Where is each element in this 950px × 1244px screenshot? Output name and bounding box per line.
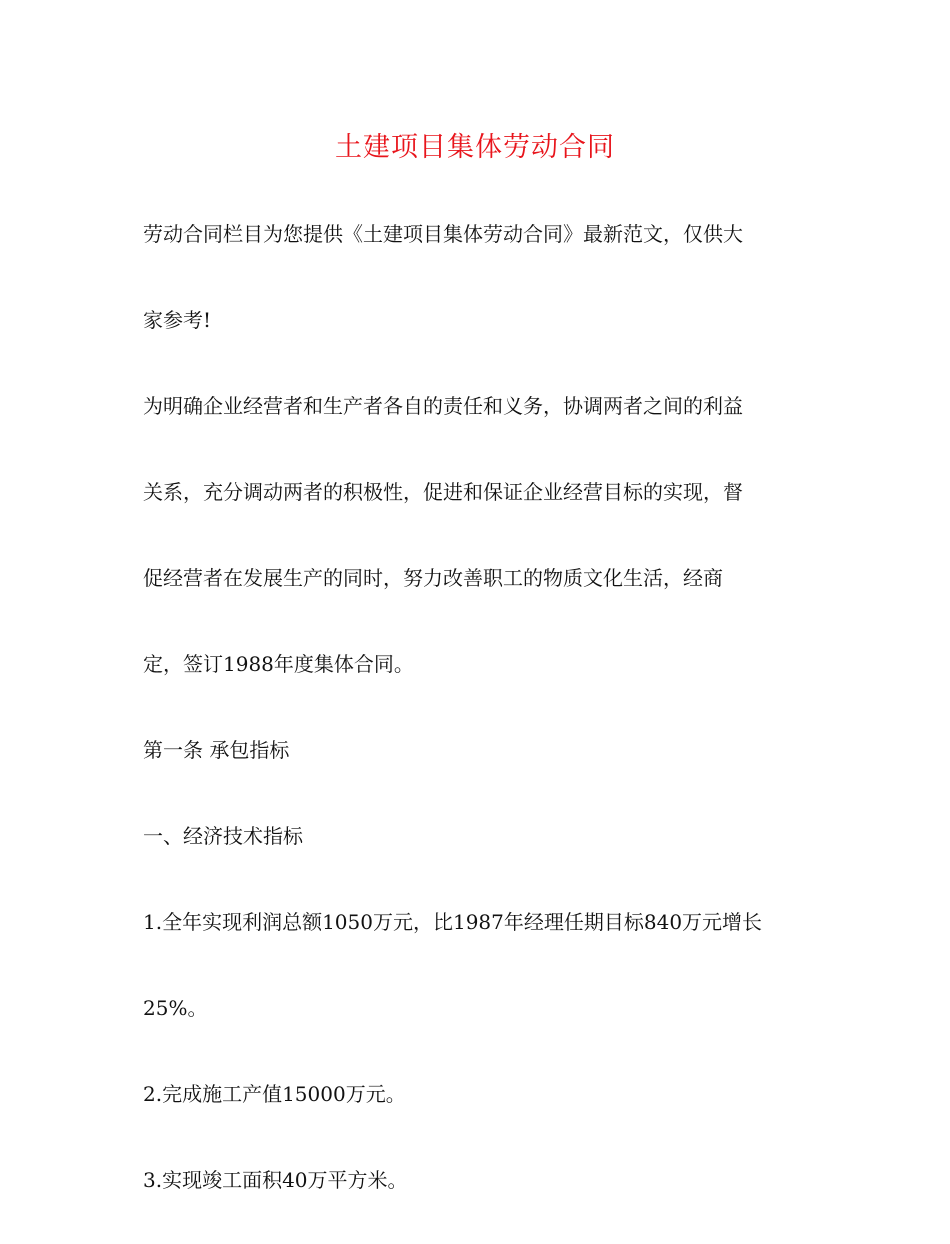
intro-line-1: 劳动合同栏目为您提供《土建项目集体劳动合同》最新范文，仅供大 bbox=[143, 222, 743, 246]
section-heading: 一、经济技术指标 bbox=[143, 824, 303, 848]
intro-line-2: 家参考! bbox=[143, 308, 212, 332]
document-title: 土建项目集体劳动合同 bbox=[335, 132, 615, 163]
document-body bbox=[143, 212, 815, 1244]
item-2: 2.完成施工产值15000万元。 bbox=[143, 1082, 406, 1106]
item-1-line-1: 1.全年实现利润总额1050万元，比1987年经理任期目标840万元增长 bbox=[143, 910, 763, 934]
purpose-line-2: 关系，充分调动两者的积极性，促进和保证企业经营目标的实现，督 bbox=[143, 480, 743, 504]
article-heading: 第一条 承包指标 bbox=[143, 738, 290, 762]
purpose-line-4: 定，签订1988年度集体合同。 bbox=[143, 652, 414, 676]
purpose-line-1: 为明确企业经营者和生产者各自的责任和义务，协调两者之间的利益 bbox=[143, 394, 743, 418]
item-1-line-2: 25%。 bbox=[143, 996, 208, 1020]
item-3: 3.实现竣工面积40万平方米。 bbox=[143, 1168, 408, 1192]
purpose-line-3: 促经营者在发展生产的同时，努力改善职工的物质文化生活，经商 bbox=[143, 566, 723, 590]
